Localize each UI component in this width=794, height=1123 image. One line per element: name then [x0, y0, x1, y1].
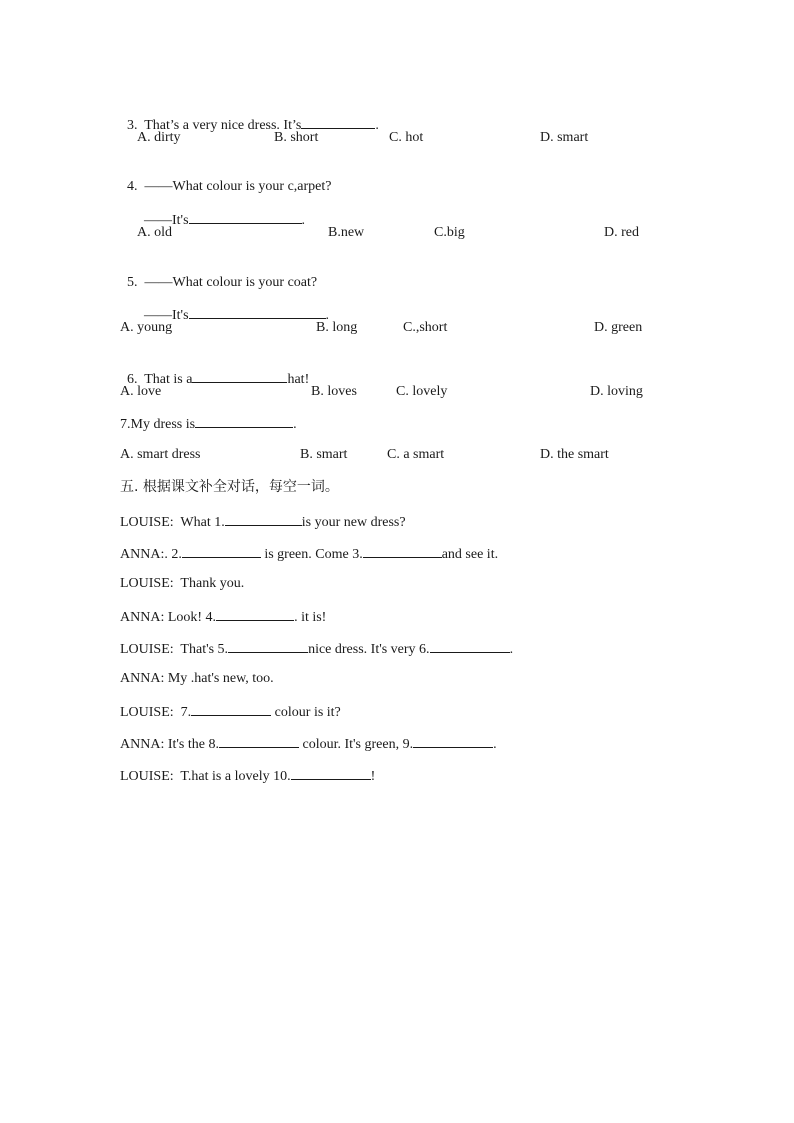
question-7-blank[interactable] [195, 414, 293, 428]
speaker-label: ANNA: [120, 737, 165, 752]
question-6-option-a[interactable]: A. love [120, 384, 162, 399]
question-5-reply-text: ——It's [144, 308, 189, 323]
dialogue-blank-5[interactable] [228, 639, 308, 653]
speaker-label: LOUISE: [120, 769, 174, 784]
question-7-option-b[interactable]: B. smart [300, 447, 348, 462]
question-3-number: 3. [127, 118, 138, 133]
speaker-label: LOUISE: [120, 515, 174, 530]
dialogue-line-9 [120, 766, 375, 786]
question-3-option-a[interactable]: A. dirty [137, 130, 181, 145]
question-3-option-b[interactable]: B. short [274, 130, 319, 145]
question-6-number: 6. [127, 372, 138, 387]
question-6-blank[interactable] [192, 369, 287, 383]
dialogue-text: colour. It's green, 9. [298, 737, 414, 752]
question-7-period: . [293, 417, 297, 432]
question-5-period: . [325, 308, 330, 323]
question-5-option-a[interactable]: A. young [120, 320, 173, 335]
question-7-option-a[interactable]: A. smart dress [120, 447, 201, 462]
question-6-option-c[interactable]: C. lovely [396, 384, 448, 399]
dialogue-text: That's 5. [180, 642, 229, 657]
dialogue-line-8 [120, 734, 497, 754]
dialogue-text: . [509, 642, 514, 657]
question-7-number: 7. [120, 417, 131, 432]
question-7-stem [120, 414, 297, 434]
dialogue-text: ! [370, 769, 376, 784]
question-7-text: My dress is [130, 417, 196, 432]
dialogue-blank-1[interactable] [225, 512, 302, 526]
dialogue-blank-9[interactable] [413, 734, 493, 748]
dialogue-text: . it is! [294, 610, 327, 625]
question-3-text: That’s a very nice dress. It’s [144, 118, 302, 133]
question-6-option-d[interactable]: D. loving [590, 384, 643, 399]
dialogue-blank-3[interactable] [363, 544, 442, 558]
question-4-period: . [301, 213, 306, 228]
question-3-option-d[interactable]: D. smart [540, 130, 589, 145]
question-4-text: ——What colour is your c,arpet? [144, 179, 332, 194]
question-7-option-d[interactable]: D. the smart [540, 447, 609, 462]
dialogue-blank-10[interactable] [291, 766, 371, 780]
dialogue-line-2 [120, 544, 498, 564]
question-5-option-b[interactable]: B. long [316, 320, 358, 335]
dialogue-blank-8[interactable] [219, 734, 299, 748]
question-4-option-c[interactable]: C.big [434, 225, 465, 240]
question-5-option-c[interactable]: C.,short [403, 320, 448, 335]
dialogue-blank-7[interactable] [191, 702, 271, 716]
question-4-option-b[interactable]: B.new [328, 225, 365, 240]
question-3-period: . [375, 118, 379, 133]
speaker-label: ANNA:. [120, 547, 168, 562]
question-5-option-d[interactable]: D. green [594, 320, 643, 335]
speaker-label: ANNA: [120, 671, 165, 686]
dialogue-text: colour is it? [271, 705, 341, 720]
question-6-text: That is a [144, 372, 193, 387]
dialogue-text: 2. [171, 547, 182, 562]
question-4-stem [120, 160, 332, 196]
dialogue-text: It's the 8. [167, 737, 219, 752]
dialogue-text: is green. Come 3. [260, 547, 363, 562]
dialogue-text: My .hat's new, too. [167, 671, 274, 686]
dialogue-text: Look! 4. [167, 610, 217, 625]
question-4-option-d[interactable]: D. red [604, 225, 639, 240]
dialogue-line-4 [120, 607, 326, 627]
dialogue-text: Thank you. [180, 576, 245, 591]
dialogue-text: . [493, 737, 497, 752]
dialogue-text: and see it. [441, 547, 499, 562]
question-4-number: 4. [127, 179, 138, 194]
dialogue-text: nice dress. It's very 6. [308, 642, 430, 657]
dialogue-blank-6[interactable] [430, 639, 510, 653]
speaker-label: ANNA: [120, 610, 165, 625]
speaker-label: LOUISE: [120, 705, 174, 720]
speaker-label: LOUISE: [120, 576, 174, 591]
question-3-option-c[interactable]: C. hot [389, 130, 424, 145]
question-6-hat: hat! [287, 372, 310, 387]
question-5-text: ——What colour is your coat? [144, 275, 318, 290]
section-5-heading: 五. 根据课文补全对话，每空一词。 [120, 479, 339, 495]
question-6-option-b[interactable]: B. loves [311, 384, 357, 399]
question-3-blank[interactable] [301, 115, 375, 129]
dialogue-text: is your new dress? [301, 515, 406, 530]
dialogue-line-3 [120, 575, 244, 593]
dialogue-blank-4[interactable] [216, 607, 294, 621]
dialogue-blank-2[interactable] [182, 544, 261, 558]
question-4-reply-text: ——It's [144, 213, 189, 228]
dialogue-text: T.hat is a lovely 10. [180, 769, 291, 784]
speaker-label: LOUISE: [120, 642, 174, 657]
question-4-option-a[interactable]: A. old [137, 225, 172, 240]
dialogue-line-7 [120, 702, 341, 722]
question-5-number: 5. [127, 275, 138, 290]
question-5-blank[interactable] [189, 305, 326, 319]
dialogue-line-6 [120, 670, 274, 688]
dialogue-text: 7. [180, 705, 192, 720]
question-4-blank[interactable] [189, 210, 302, 224]
dialogue-line-1 [120, 512, 406, 532]
question-7-option-c[interactable]: C. a smart [387, 447, 445, 462]
dialogue-text: What 1. [180, 515, 225, 530]
dialogue-line-5 [120, 639, 513, 659]
